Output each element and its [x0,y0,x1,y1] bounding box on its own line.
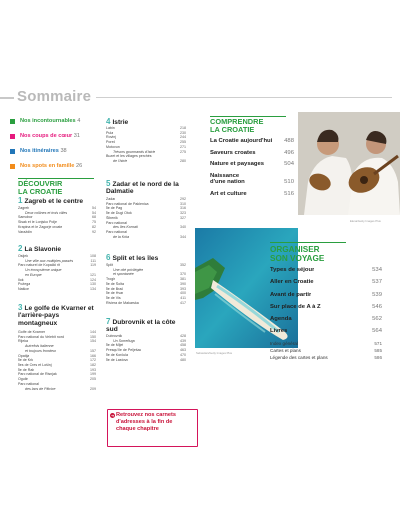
section-title-text: Le golfe de Kvarner et l'arrière-pays montagneux [18,305,94,327]
toc-entry[interactable]: Našice 134 [18,287,96,292]
toc-entry[interactable]: Agenda 562 [270,316,382,323]
section-1-title [18,197,98,205]
toc-entry[interactable]: Une cité privilégiée [113,267,144,272]
toc-entry[interactable]: Rovinj 244 [106,135,186,140]
toc-entry[interactable]: Split 352 [106,263,186,267]
toc-entry[interactable]: Île de Vis 411 [106,296,186,301]
comprendre-heading [210,118,298,134]
section-rule [270,242,346,243]
legend-page: 26 [75,163,83,169]
legend-label: Nos coups de cœur [20,133,73,139]
section-number: 6 [106,253,111,262]
section-3-entries [18,330,96,391]
toc-entry[interactable]: Zagreb 54 [18,206,96,210]
toc-entry[interactable]: Parc naturel de Kopački rit 119 [18,263,96,268]
toc-entry[interactable]: Saveurs croates 496 [210,149,294,156]
toc-entry[interactable]: Zadar 292 [106,197,186,201]
toc-entry[interactable]: Îles de Cres et Lošinj 182 [18,363,96,368]
organiser-heading-line1: ORGANISER [270,245,320,254]
section-title-text: Dubrovnik et la côte sud [106,319,176,334]
toc-entry[interactable]: Parc national de Paklenica 310 [106,201,186,206]
toc-entry[interactable]: Parc national [106,220,127,225]
toc-entry[interactable]: Nature et paysages 504 [210,161,294,167]
toc-entry[interactable]: Naissance [210,172,240,179]
toc-entry[interactable]: Île de Šolta 390 [106,281,186,286]
organiser-heading-line2: SON VOYAGE [270,254,325,263]
legend-square-icon [10,149,15,154]
toc-entry[interactable]: et spontanée 370 [113,272,186,277]
toc-entry[interactable]: Cartes et plans 585 [270,347,382,353]
toc-entry[interactable]: Presqu'île de Pelješac 463 [106,348,186,353]
legend-page: 38 [60,148,67,154]
legend-page: 31 [73,133,81,139]
section-7-title [106,318,188,334]
toc-entry[interactable]: Dubrovnik 428 [106,334,186,338]
comprendre-list [210,138,294,197]
toc-entry[interactable]: de la Krka 344 [113,234,186,239]
toc-entry[interactable]: Livres 564 [270,328,382,335]
toc-entry[interactable]: Art et culture 516 [210,190,294,197]
organiser-list [270,267,382,360]
toc-entry[interactable]: Pula 230 [106,130,186,135]
section-number: 4 [106,117,111,126]
section-number: 5 [106,179,111,188]
toc-entry[interactable]: Poreč 255 [106,140,186,145]
toc-entry[interactable]: Île de Brač 393 [106,286,186,291]
toc-entry[interactable]: Île de Krk 172 [18,358,96,363]
toc-entry[interactable]: Rijeka 154 [18,339,96,344]
section-6-title [106,254,188,262]
legend-label: Nos itinéraires [20,148,59,154]
toc-entry[interactable]: Île de Dugi Otok 323 [106,211,186,216]
toc-entry[interactable]: Labin 218 [106,126,186,130]
toc-entry[interactable]: Île de Pag 316 [106,206,186,211]
toc-entry[interactable]: Île de Korčula 470 [106,352,186,357]
section-title-text: Zagreb et le centre [24,198,84,205]
toc-entry[interactable]: Riviera de Makarska 417 [106,300,186,305]
legend-page: 4 [77,118,81,124]
toc-entry[interactable]: Osijek 108 [18,254,96,258]
toc-entry[interactable]: Sur place de A à Z 546 [270,303,382,310]
discover-heading-line2: LA CROATIE [18,187,63,196]
beach-photo-credit: Sebastian/Getty Images Plus [196,351,233,355]
toc-entry[interactable]: Motovun 271 [106,144,186,149]
section-5-title [106,180,192,196]
toc-entry[interactable]: Buzet et les villages perchés [106,154,152,159]
toc-entry[interactable]: Sisak et le Lonjsko Polje 75 [18,220,96,225]
arrow-right-icon: ➜ [110,413,115,418]
section-number: 1 [18,196,23,205]
legend-square-icon [10,134,15,139]
section-title-text: Istrie [112,119,129,126]
toc-entry[interactable]: Parc national [106,230,127,235]
section-6-entries [106,263,186,305]
organiser-heading [270,245,370,263]
toc-entry[interactable]: Opatija 166 [18,353,96,358]
toc-entry[interactable]: d'une nation 510 [210,179,294,185]
musician-photo-credit: Elena/Getty Images Plus [350,219,381,223]
toc-entry[interactable]: Index général 571 [270,340,382,346]
section-4-entries [106,126,186,164]
toc-entry[interactable]: Ogulin 205 [18,377,96,382]
section-title-text: Split et les îles [112,255,159,262]
toc-entry[interactable]: Trogir 381 [106,277,186,282]
section-number: 7 [106,317,111,326]
section-2-title [18,245,98,253]
toc-entry[interactable]: de l'Istrie 280 [113,159,186,164]
toc-entry[interactable]: en Europe 121 [25,272,96,277]
section-2-entries [18,254,96,292]
legend-square-icon [10,119,15,124]
toc-entry[interactable]: Île de Hvar 400 [106,291,186,296]
toc-entry[interactable]: La Croatie aujourd'hui 488 [210,138,294,144]
toc-entry[interactable]: Golfe de Kvarner 144 [18,330,96,334]
toc-entry[interactable]: Une ville aux multiples passés 111 [25,258,96,263]
toc-entry[interactable]: Požega 130 [18,282,96,287]
toc-entry[interactable]: Parc national de Risnjak 199 [18,372,96,377]
toc-entry[interactable]: Parc national [18,381,39,386]
toc-entry[interactable]: Krapina et le Zagorje croate 82 [18,224,96,229]
legend-label: Nos incontournables [20,118,76,124]
legend-square-icon [10,164,15,169]
toc-entry[interactable]: Ilok 124 [18,277,96,282]
toc-entry[interactable]: Parc national du Velebit nord 150 [18,334,96,339]
musician-photo [298,112,400,215]
section-7-entries [106,334,186,362]
section-3-title [18,304,98,327]
comprendre-heading-line1: COMPRENDRE [210,117,264,126]
discover-heading-line1: DÉCOUVRIR [18,179,63,188]
toc-entry[interactable]: Autrefois italienne [25,344,54,349]
toc-entry[interactable]: Île de Rab 193 [18,367,96,372]
toc-entry[interactable]: et toujours frondeur 157 [25,348,96,353]
toc-entry[interactable]: Types de séjour 534 [270,267,382,273]
legend-label: Nos spots en famille [20,163,75,169]
toc-entry[interactable]: Île de Mljet 458 [106,343,186,348]
section-title-text: La Slavonie [24,246,62,253]
note-text: Retrouvez nos carnets d'adresses à la fin de chaque chapitre [116,412,176,432]
toc-entry[interactable]: des lacs de Plitvice 209 [25,386,96,391]
toc-entry[interactable]: Trésors gourmands d'Istrie 275 [113,149,186,154]
section-1-entries [18,206,96,234]
section-title-text: Zadar et le nord de la Dalmatie [106,181,179,196]
section-number: 2 [18,244,23,253]
section-5-entries [106,197,186,239]
discover-heading [18,180,98,196]
toc-entry[interactable]: Deux collines et trois villes 54 [25,210,96,215]
toc-entry[interactable]: Samobor 68 [18,215,96,220]
toc-entry[interactable]: des îles Kornati 340 [113,225,186,230]
toc-entry[interactable]: Légende des cartes et plans 586 [270,354,382,360]
musician-photo-image [298,112,400,215]
toc-entry[interactable]: Šibenik 327 [106,215,186,220]
toc-entry[interactable]: Aller en Croatie 537 [270,279,382,286]
section-number: 3 [18,303,23,312]
toc-entry[interactable]: Un écosystème unique [25,268,62,273]
toc-entry[interactable]: Île de Lastovo 480 [106,357,186,362]
title-line [96,97,392,98]
page-title: Sommaire [17,88,92,105]
toc-entry[interactable]: Avant de partir 539 [270,291,382,298]
title-rule [0,97,14,99]
comprendre-heading-line2: LA CROATIE [210,125,255,134]
toc-entry[interactable]: Varaždin 92 [18,229,96,234]
toc-entry[interactable]: Un Sorreñugo 439 [113,338,186,343]
